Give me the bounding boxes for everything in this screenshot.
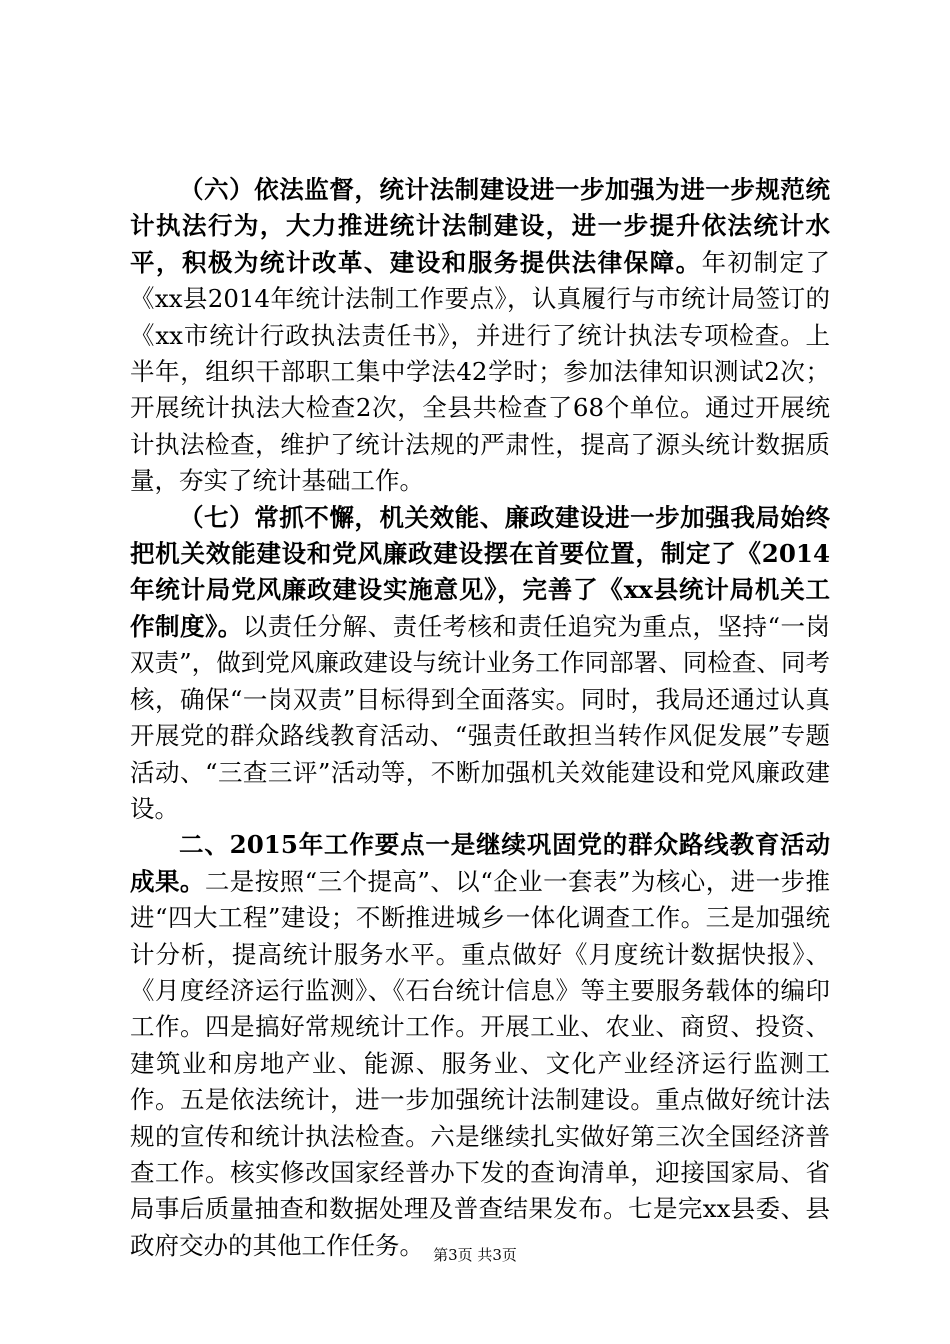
paragraph-heading: 二、2015年工作要点一是继续巩固党的群众路线教育活动成果。 <box>130 830 830 896</box>
paragraph-text: 以责任分解、责任考核和责任追究为重点，坚持“一岗双责”，做到党风廉政建设与统计业务工作同部署、同检查、同考核，确保“一岗双责”目标得到全面落实。同时，我局还通过认真开展党的群众路线教育活动、“强责任敢担当转作风促发展”专题活动、“三查三评”活动等，不断加强机关效能建设和党风廉政建设。 <box>130 611 830 823</box>
paragraph-text: 二是按照“三个提高”、以“企业一套表”为核心，进一步推进“四大工程”建设；不断推进城乡一体化调查工作。三是加强统计分析，提高统计服务水平。重点做好《月度统计数据快报》、《月度经济运行监测》、《石台统计信息》等主要服务载体的编印工作。四是搞好常规统计工作。开展工业、农业、商贸、投资、建筑业和房地产业、能源、服务业、文化产业经济运行监测工作。五是依法统计，进一步加强统计法制建设。重点做好统计法规的宣传和统计执法检查。六是继续扎实做好第三次全国经济普查工作。核实修改国家经普办下发的查询清单，迎接国家局、省局事后质量抽查和数据处理及普查结果发布。七是完xx县委、县政府交办的其他工作任务。 <box>130 866 830 1260</box>
paragraph-efficiency <box>130 500 830 828</box>
paragraph-2015-plan <box>130 827 830 1264</box>
document-body <box>130 172 830 1264</box>
paragraph-heading: （六）依法监督，统计法制建设进一步加强为进一步规范统计执法行为，大力推进统计法制建设，进一步提升依法统计水平，积极为统计改革、建设和服务提供法律保障。 <box>130 175 830 277</box>
page-footer: 第3页 共3页 <box>433 1246 517 1264</box>
paragraph-supervision <box>130 172 830 500</box>
paragraph-text: 年初制定了《xx县2014年统计法制工作要点》，认真履行与市统计局签订的《xx市统计行政执法责任书》，并进行了统计执法专项检查。上半年，组织干部职工集中学法42学时；参加法律知识测试2次；开展统计执法大检查2次，全县共检查了68个单位。通过开展统计执法检查，维护了统计法规的严肃性，提高了源头统计数据质量，夯实了统计基础工作。 <box>130 247 831 496</box>
paragraph-heading: （七）常抓不懈，机关效能、廉政建设进一步加强我局始终把机关效能建设和党风廉政建设摆在首要位置，制定了《2014年统计局党风廉政建设实施意见》，完善了《xx县统计局机关工作制度》。 <box>130 502 830 641</box>
